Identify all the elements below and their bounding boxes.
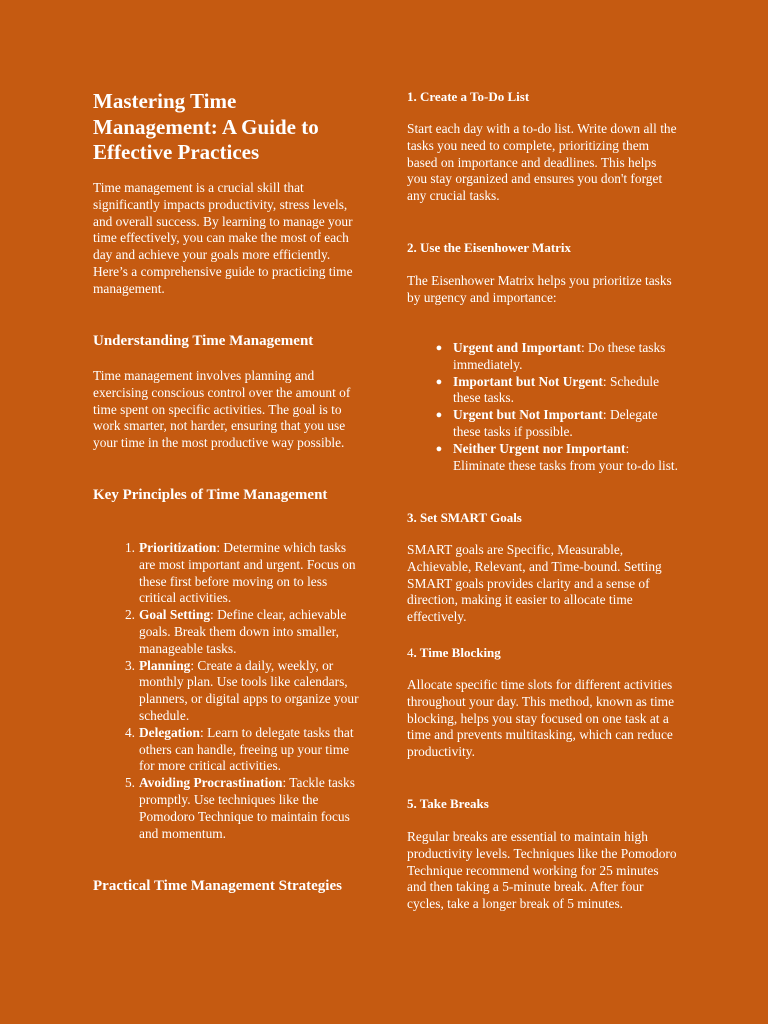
list-item-text: : Define clear, achievable goals. Break them down into smaller, manageable tasks.	[139, 607, 347, 656]
section-heading-todo: 1. Create a To-Do List	[407, 89, 530, 104]
eisenhower-list	[435, 340, 678, 474]
list-item-term: Goal Setting	[139, 607, 211, 623]
list-item	[435, 440, 678, 475]
document-title: Mastering Time Management: A Guide to Effective Practices	[93, 89, 319, 164]
list-item-text: : Learn to delegate tasks that others can handle, freeing up your time for more critical activities.	[139, 724, 354, 774]
bullet-icon: ●	[435, 342, 443, 354]
heading-text: . Time Blocking	[413, 645, 501, 660]
section-paragraph-eisenhower: The Eisenhower Matrix helps you prioritize tasks by urgency and importance:	[407, 273, 672, 305]
list-item	[435, 373, 678, 408]
list-item	[124, 607, 364, 657]
bullet-icon: ●	[435, 442, 443, 455]
list-item	[124, 657, 364, 725]
list-item-term: Planning	[139, 657, 191, 673]
strategies-heading: Practical Time Management Strategies	[93, 878, 342, 894]
section-heading-smart: 3. Set SMART Goals	[407, 510, 522, 525]
list-item-text: : Create a daily, weekly, or monthly plan. Use tools like calendars, planners, or digital apps to organize your schedule.	[139, 657, 359, 723]
list-item-term: Prioritization	[139, 540, 217, 555]
list-number: 5.	[124, 775, 135, 791]
list-item-text: : Determine which tasks are most important and urgent. Focus on these first before moving on to less critical activities.	[139, 540, 356, 606]
section-paragraph-todo: Start each day with a to-do list. Write down all the tasks you need to complete, prioritizing them based on importance and deadlines. This helps you stay organized and ensures you don't forget any crucial tasks.	[407, 121, 677, 204]
section-paragraph-time-blocking: Allocate specific time slots for different activities throughout your day. This method, known as time blocking, helps you stay focused on one task at a time and prevents multitasking, which can reduce productivity.	[407, 677, 675, 760]
list-item-term: Urgent and Important	[453, 340, 581, 355]
section-heading-breaks: 5. Take Breaks	[407, 796, 489, 811]
intro-paragraph: Time management is a crucial skill that significantly impacts productivity, stress levels, and overall success. By learning to manage your time effectively, you can make the most of each day and achieve your goals more efficiently. Here’s a comprehensive guide to practicing time management.	[93, 180, 353, 296]
heading-number: 4	[407, 645, 414, 660]
section-heading-time-blocking	[407, 644, 677, 661]
list-item	[124, 775, 364, 842]
list-item	[435, 407, 678, 441]
bullet-icon: ●	[435, 375, 443, 388]
understanding-paragraph: Time management involves planning and exercising conscious control over the amount of time spent on specific activities. The goal is to work smarter, not harder, ensuring that you use your time in the most productive way possible.	[93, 368, 351, 451]
list-item-term: Important but Not Urgent	[453, 373, 603, 389]
list-item-term: Neither Urgent nor Important	[453, 440, 626, 456]
section-paragraph-smart: SMART goals are Specific, Measurable, Achievable, Relevant, and Time-bound. Setting SMART goals provides clarity and a sense of direction, making it easier to allocate time effectively.	[407, 542, 662, 625]
section-paragraph-breaks: Regular breaks are essential to maintain high productivity levels. Techniques like the Pomodoro Technique recommend working for 25 minutes and then taking a 5-minute break. After four cycles, take a longer break of 5 minutes.	[407, 829, 677, 912]
principles-list	[124, 540, 364, 842]
list-item-term: Avoiding Procrastination	[139, 775, 283, 791]
list-item-term: Delegation	[139, 724, 200, 740]
list-item-text: : Tackle tasks promptly. Use techniques like the Pomodoro Technique to maintain focus and momentum.	[139, 775, 355, 841]
list-number: 3.	[124, 657, 135, 673]
list-item-text: : Eliminate these tasks from your to-do list.	[453, 440, 678, 473]
list-item-term: Urgent but Not Important	[453, 407, 603, 423]
list-number: 4.	[124, 724, 135, 740]
list-item-text: : Do these tasks immediately.	[453, 340, 666, 372]
list-item-text: : Delegate these tasks if possible.	[453, 407, 658, 439]
bullet-icon: ●	[435, 409, 443, 422]
list-item-text: : Schedule these tasks.	[453, 373, 660, 406]
list-item	[124, 540, 364, 607]
list-item	[435, 340, 678, 374]
principles-heading: Key Principles of Time Management	[93, 487, 328, 503]
list-number: 1.	[124, 540, 135, 555]
list-item	[124, 724, 364, 775]
list-number: 2.	[124, 607, 135, 623]
understanding-heading: Understanding Time Management	[93, 333, 314, 349]
section-heading-eisenhower: 2. Use the Eisenhower Matrix	[407, 240, 572, 255]
